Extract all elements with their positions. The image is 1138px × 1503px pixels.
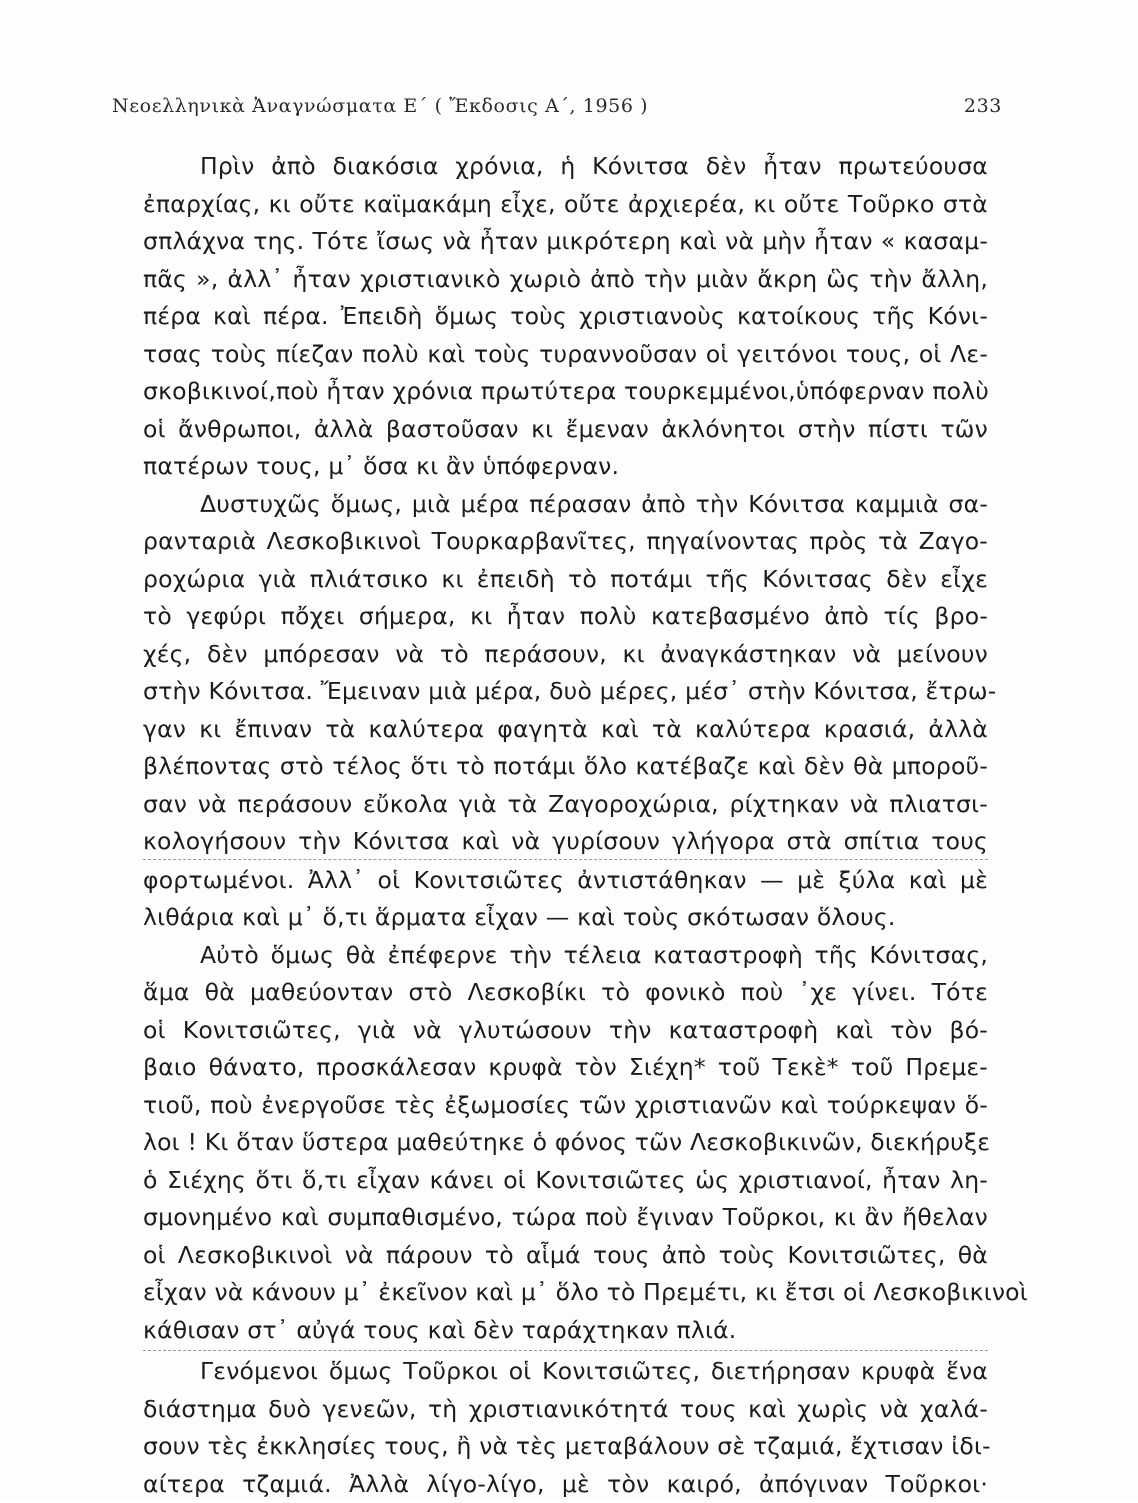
paragraph <box>143 148 988 486</box>
text-line: οἱ ἄνθρωποι, ἀλλὰ βαστοῦσαν κι ἔμεναν ἀκλόνητοι στὴν πίστι τῶν <box>143 411 988 449</box>
text-line: διάστημα δυὸ γενεῶν, τὴ χριστιανικότητά τους καὶ χωρὶς νὰ χαλά- <box>143 1391 988 1429</box>
text-line: ὁ Σιέχης ὅτι ὅ,τι εἶχαν κάνει οἱ Κονιτσιῶτες ὡς χριστιανοί, ἦταν λη- <box>143 1162 988 1200</box>
running-head <box>112 95 1002 125</box>
text-line: κολογήσουν τὴν Κόνιτσα καὶ νὰ γυρίσουν γλήγορα στὰ σπίτια τους <box>143 823 988 861</box>
paragraph <box>143 937 988 1350</box>
text-line: πᾶς », ἀλλ᾽ ἦταν χριστιανικὸ χωριὸ ἀπὸ τὴν μιὰν ἄκρη ὣς τὴν ἄλλη, <box>143 261 988 299</box>
paragraph <box>143 486 988 937</box>
text-line: τὸ γεφύρι πὄχει σήμερα, κι ἦταν πολὺ κατεβασμένο ἀπὸ τίς βρο- <box>143 598 988 636</box>
body-text <box>143 148 988 1503</box>
text-line: βαιο θάνατο, προσκάλεσαν κρυφὰ τὸν Σιέχη* τοῦ Τεκὲ* τοῦ Πρεμε- <box>143 1049 988 1087</box>
scan-rule <box>143 1350 988 1351</box>
text-line: τιοῦ, ποὺ ἐνεργοῦσε τὲς ἐξωμοσίες τῶν χριστιανῶν καὶ τούρκεψαν ὅ- <box>143 1087 988 1125</box>
text-line: Αὐτὸ ὅμως θὰ ἐπέφερνε τὴν τέλεια καταστροφὴ τῆς Κόνιτσας, <box>143 937 988 975</box>
text-line: γαν κι ἔπιναν τὰ καλύτερα φαγητὰ καὶ τὰ καλύτερα κρασιά, ἀλλὰ <box>143 711 988 749</box>
text-line: στὴν Κόνιτσα. Ἔμειναν μιὰ μέρα, δυὸ μέρες, μέσ᾽ στὴν Κόνιτσα, ἔτρω- <box>143 673 988 711</box>
text-line: εἶχαν νὰ κάνουν μ᾽ ἐκεῖνον καὶ μ᾽ ὅλο τὸ Πρεμέτι, κι ἔτσι οἱ Λεσκοβικινοὶ <box>143 1274 988 1312</box>
text-line: λοι ! Κι ὅταν ὕστερα μαθεύτηκε ὁ φόνος τῶν Λεσκοβικινῶν, διεκήρυξε <box>143 1124 988 1162</box>
text-line: χές, δὲν μπόρεσαν νὰ τὸ περάσουν, κι ἀναγκάστηκαν νὰ μείνουν <box>143 636 988 674</box>
text-line: φορτωμένοι. Ἀλλ᾽ οἱ Κονιτσιῶτες ἀντιστάθηκαν — μὲ ξύλα καὶ μὲ <box>143 862 988 900</box>
text-line: σπλάχνα της. Τότε ἴσως νὰ ἦταν μικρότερη καὶ νὰ μὴν ἦταν « κασαμ- <box>143 223 988 261</box>
text-line: πέρα καὶ πέρα. Ἐπειδὴ ὅμως τοὺς χριστιανοὺς κατοίκους τῆς Κόνι- <box>143 298 988 336</box>
page-number: 233 <box>964 95 1002 117</box>
text-line: Γενόμενοι ὅμως Τοῦρκοι οἱ Κονιτσιῶτες, διετήρησαν κρυφὰ ἕνα <box>143 1353 988 1391</box>
text-line: Πρὶν ἀπὸ διακόσια χρόνια, ἡ Κόνιτσα δὲν ἦταν πρωτεύουσα <box>143 148 988 186</box>
text-line: αίτερα τζαμιά. Ἀλλὰ λίγο-λίγο, μὲ τὸν καιρό, ἀπόγιναν Τοῦρκοι· <box>143 1466 988 1503</box>
text-line: οἱ Λεσκοβικινοὶ νὰ πάρουν τὸ αἷμά τους ἀπὸ τοὺς Κονιτσιῶτες, θὰ <box>143 1237 988 1275</box>
text-line: τσας τοὺς πίεζαν πολὺ καὶ τοὺς τυραννοῦσαν οἱ γειτόνοι τους, οἱ Λε- <box>143 336 988 374</box>
text-line: σαν νὰ περάσουν εὔκολα γιὰ τὰ Ζαγοροχώρια, ρίχτηκαν νὰ πλιατσι- <box>143 786 988 824</box>
text-line: ἐπαρχίας, κι οὔτε καϊμακάμη εἶχε, οὔτε ἀρχιερέα, κι οὔτε Τοῦρκο στὰ <box>143 186 988 224</box>
paragraph <box>143 1353 988 1503</box>
text-line: λιθάρια καὶ μ᾽ ὅ,τι ἅρματα εἶχαν — καὶ τοὺς σκότωσαν ὅλους. <box>143 899 988 937</box>
text-line: σουν τὲς ἐκκλησίες τους, ἢ νὰ τὲς μεταβάλουν σὲ τζαμιά, ἔχτισαν ἰδι- <box>143 1428 988 1466</box>
text-line: πατέρων τους, μ᾽ ὅσα κι ἂν ὑπόφερναν. <box>143 448 988 486</box>
text-line: ροχώρια γιὰ πλιάτσικο κι ἐπειδὴ τὸ ποτάμι τῆς Κόνιτσας δὲν εἶχε <box>143 561 988 599</box>
text-line: σκοβικινοί,ποὺ ἦταν χρόνια πρωτύτερα τουρκεμμένοι,ὑπόφερναν πολὺ <box>143 373 988 411</box>
text-line: βλέποντας στὸ τέλος ὅτι τὸ ποτάμι ὅλο κατέβαζε καὶ δὲν θὰ μποροῦ- <box>143 748 988 786</box>
text-line: ρανταριὰ Λεσκοβικινοὶ Τουρκαρβανῖτες, πηγαίνοντας πρὸς τὰ Ζαγο- <box>143 523 988 561</box>
book-title: Νεοελληνικὰ Ἀναγνώσματα Ε΄ ( Ἔκδοσις Α΄, 1956 ) <box>112 95 648 117</box>
text-line: οἱ Κονιτσιῶτες, γιὰ νὰ γλυτώσουν τὴν καταστροφὴ καὶ τὸν βό- <box>143 1012 988 1050</box>
text-line: Δυστυχῶς ὅμως, μιὰ μέρα πέρασαν ἀπὸ τὴν Κόνιτσα καμμιὰ σα- <box>143 486 988 524</box>
text-line: κάθισαν στ᾽ αὐγά τους καὶ δὲν ταράχτηκαν πλιά. <box>143 1312 988 1350</box>
text-line: σμονημένο καὶ συμπαθισμένο, τώρα ποὺ ἔγιναν Τοῦρκοι, κι ἂν ἤθελαν <box>143 1199 988 1237</box>
text-line: ἅμα θὰ μαθεύονταν στὸ Λεσκοβίκι τὸ φονικὸ ποὺ ᾽χε γίνει. Τότε <box>143 974 988 1012</box>
